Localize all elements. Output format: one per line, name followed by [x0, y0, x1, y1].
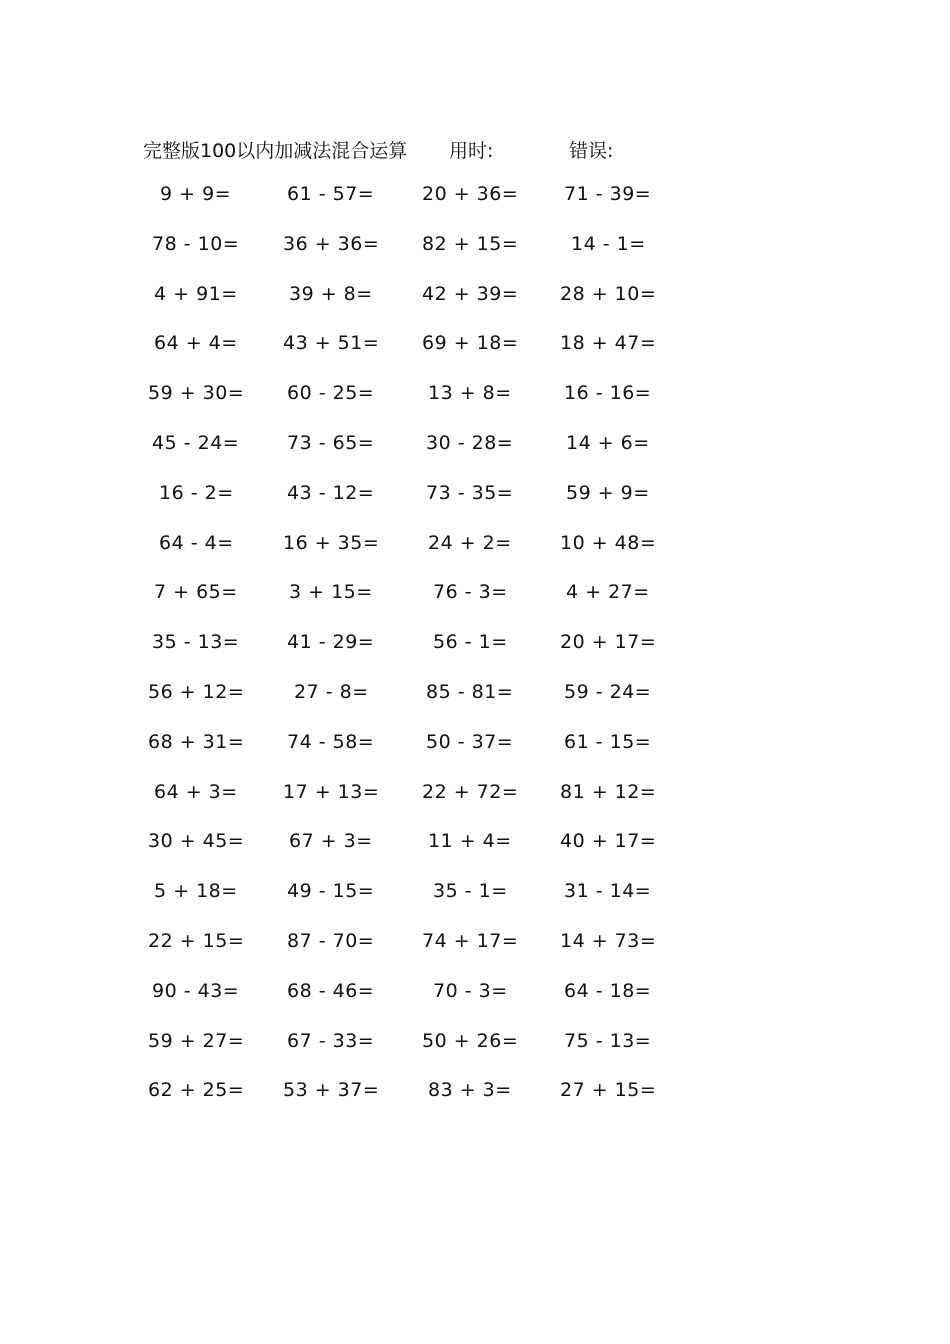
problem-item: 81 + 12=: [560, 780, 657, 803]
problem-item: 4 + 27=: [566, 581, 650, 604]
problem-row: [0, 830, 950, 864]
problem-row: [0, 482, 950, 516]
worksheet-title: 完整版100以内加减法混合运算: [143, 140, 408, 162]
problem-row: [0, 183, 950, 217]
problem-item: 60 - 25=: [287, 382, 375, 405]
problem-item: 61 - 57=: [287, 183, 375, 205]
problem-item: 13 + 8=: [428, 382, 512, 405]
problem-item: 14 + 73=: [560, 930, 657, 952]
problem-item: 78 - 10=: [152, 232, 240, 255]
problem-item: 41 - 29=: [287, 631, 375, 654]
problem-item: 69 + 18=: [422, 332, 519, 355]
problem-item: 85 - 81=: [426, 681, 514, 703]
problem-item: 5 + 18=: [154, 880, 238, 903]
problem-item: 27 - 8=: [294, 681, 369, 703]
errors-label: 错误:: [569, 140, 614, 162]
problem-item: 90 - 43=: [152, 979, 240, 1002]
problem-item: 73 - 65=: [287, 432, 375, 454]
problem-item: 75 - 13=: [564, 1029, 652, 1052]
problem-item: 16 - 16=: [564, 382, 652, 405]
problem-item: 14 - 1=: [571, 232, 646, 255]
problem-item: 28 + 10=: [560, 282, 657, 305]
problem-item: 64 + 3=: [154, 780, 238, 803]
problem-item: 67 - 33=: [287, 1029, 375, 1052]
problem-item: 45 - 24=: [152, 432, 240, 454]
problem-item: 82 + 15=: [422, 232, 519, 255]
problem-item: 64 - 18=: [564, 979, 652, 1002]
problem-item: 7 + 65=: [154, 581, 238, 604]
problem-item: 30 + 45=: [148, 830, 245, 853]
problem-item: 14 + 6=: [566, 432, 650, 454]
problem-item: 64 - 4=: [159, 531, 234, 554]
problem-item: 16 - 2=: [159, 481, 234, 504]
problem-item: 59 - 24=: [564, 681, 652, 703]
problem-item: 83 + 3=: [428, 1079, 512, 1102]
problem-item: 9 + 9=: [160, 183, 232, 205]
problem-item: 53 + 37=: [283, 1079, 380, 1102]
problem-row: [0, 581, 950, 615]
problem-item: 56 - 1=: [433, 631, 508, 654]
problem-item: 64 + 4=: [154, 332, 238, 355]
problem-item: 74 - 58=: [287, 730, 375, 753]
problem-item: 56 + 12=: [148, 681, 245, 703]
problem-item: 50 - 37=: [426, 730, 514, 753]
problem-item: 35 - 1=: [433, 880, 508, 903]
problem-row: [0, 332, 950, 366]
problem-row: [0, 283, 950, 317]
problem-row: [0, 432, 950, 466]
problem-item: 35 - 13=: [152, 631, 240, 654]
problem-row: [0, 1030, 950, 1064]
problem-row: [0, 980, 950, 1014]
problem-row: [0, 681, 950, 715]
problem-item: 24 + 2=: [428, 531, 512, 554]
problem-item: 27 + 15=: [560, 1079, 657, 1102]
problem-item: 4 + 91=: [154, 282, 238, 305]
problem-row: [0, 1079, 950, 1113]
time-label: 用时:: [449, 140, 494, 162]
problem-item: 59 + 30=: [148, 382, 245, 405]
problem-row: [0, 382, 950, 416]
problem-item: 11 + 4=: [428, 830, 512, 853]
problem-item: 40 + 17=: [560, 830, 657, 853]
problem-item: 17 + 13=: [283, 780, 380, 803]
problem-item: 61 - 15=: [564, 730, 652, 753]
problem-item: 10 + 48=: [560, 531, 657, 554]
problem-row: [0, 233, 950, 267]
problem-item: 74 + 17=: [422, 930, 519, 952]
problem-item: 20 + 17=: [560, 631, 657, 654]
problem-item: 43 - 12=: [287, 481, 375, 504]
problem-row: [0, 631, 950, 665]
problem-item: 67 + 3=: [289, 830, 373, 853]
problem-item: 22 + 15=: [148, 930, 245, 952]
problem-item: 20 + 36=: [422, 183, 519, 205]
problem-item: 36 + 36=: [283, 232, 380, 255]
problem-item: 87 - 70=: [287, 930, 375, 952]
problem-item: 30 - 28=: [426, 432, 514, 454]
problem-row: [0, 532, 950, 566]
problem-row: [0, 930, 950, 964]
problem-item: 62 + 25=: [148, 1079, 245, 1102]
problem-row: [0, 731, 950, 765]
problem-item: 31 - 14=: [564, 880, 652, 903]
problem-item: 71 - 39=: [564, 183, 652, 205]
problem-item: 59 + 27=: [148, 1029, 245, 1052]
problem-item: 16 + 35=: [283, 531, 380, 554]
problem-item: 68 - 46=: [287, 979, 375, 1002]
problem-item: 50 + 26=: [422, 1029, 519, 1052]
problem-item: 49 - 15=: [287, 880, 375, 903]
problem-item: 3 + 15=: [289, 581, 373, 604]
problem-row: [0, 781, 950, 815]
problem-item: 68 + 31=: [148, 730, 245, 753]
worksheet-header: [143, 136, 703, 166]
problem-item: 73 - 35=: [426, 481, 514, 504]
problem-row: [0, 880, 950, 914]
problem-item: 70 - 3=: [433, 979, 508, 1002]
problem-item: 39 + 8=: [289, 282, 373, 305]
problem-item: 42 + 39=: [422, 282, 519, 305]
problem-item: 59 + 9=: [566, 481, 650, 504]
problem-item: 22 + 72=: [422, 780, 519, 803]
problem-item: 76 - 3=: [433, 581, 508, 604]
problem-item: 18 + 47=: [560, 332, 657, 355]
problem-item: 43 + 51=: [283, 332, 380, 355]
